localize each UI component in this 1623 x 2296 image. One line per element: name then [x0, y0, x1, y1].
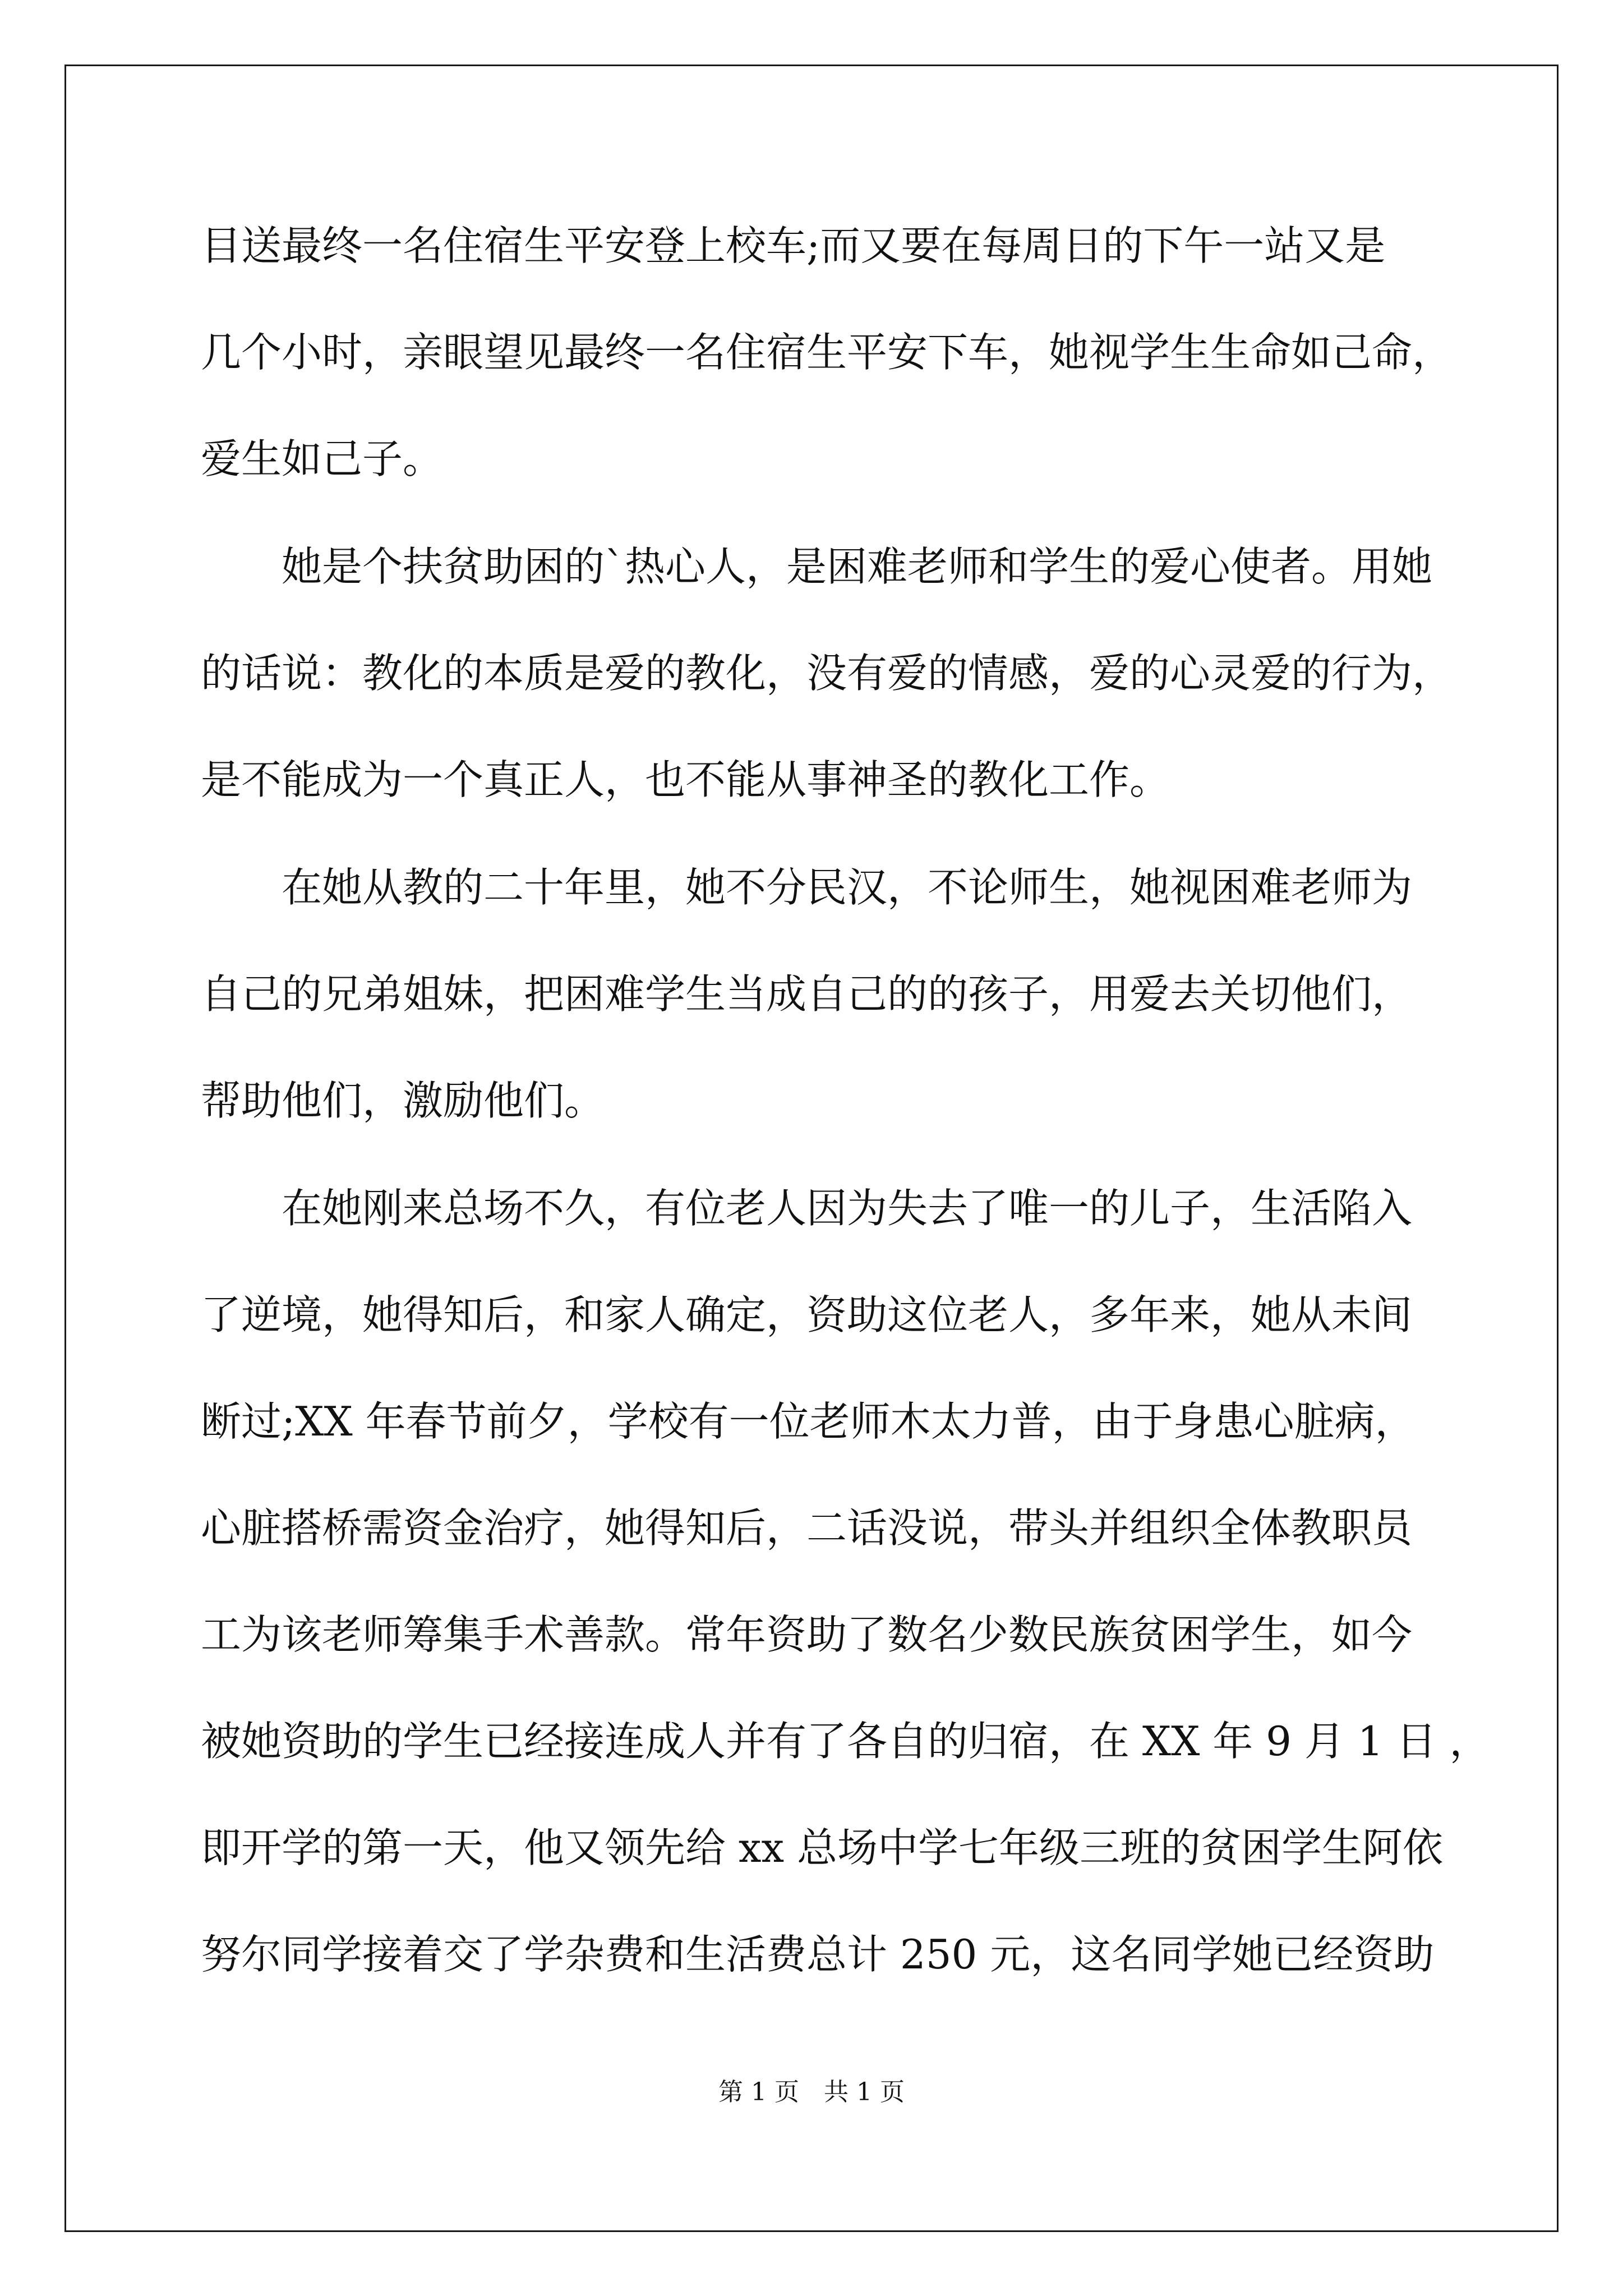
- page-border: [64, 65, 1559, 2232]
- body-line-14: 工为该老师筹集手术善款。常年资助了数名少数民族贫困学生，如今: [201, 1611, 1413, 1658]
- body-line-8: 自己的兄弟姐妹，把困难学生当成自己的的孩子，用爱去关切他们，: [201, 970, 1413, 1018]
- body-line-1: 目送最终一名住宿生平安登上校车;而又要在每周日的下午一站又是: [201, 222, 1386, 269]
- body-line-15: 被她资助的学生已经接连成人并有了各自的归宿，在 XX 年 9 月 1 日 ，: [201, 1718, 1490, 1765]
- body-line-7: 在她从教的二十年里，她不分民汉，不论师生，她视困难老师为: [282, 864, 1413, 911]
- body-line-6: 是不能成为一个真正人，也不能从事神圣的教化工作。: [201, 756, 1170, 803]
- body-line-13: 心脏搭桥需资金治疗，她得知后，二话没说，带头并组织全体教职员: [201, 1504, 1413, 1552]
- body-line-2: 几个小时，亲眼望见最终一名住宿生平安下车，她视学生生命如己命，: [201, 329, 1453, 376]
- body-line-16: 即开学的第一天，他又领先给 xx 总场中学七年级三班的贫困学生阿依: [201, 1824, 1443, 1871]
- page-number-footer: 第 1 页 共 1 页: [718, 2078, 905, 2106]
- body-line-11: 了逆境，她得知后，和家人确定，资助这位老人，多年来，她从未间: [201, 1291, 1413, 1338]
- body-line-4: 她是个扶贫助困的`热心人，是困难老师和学生的爱心使者。用她: [282, 543, 1433, 590]
- body-line-9: 帮助他们，激励他们。: [201, 1077, 605, 1124]
- body-line-12: 断过;XX 年春节前夕，学校有一位老师木太力普，由于身患心脏病，: [201, 1398, 1415, 1445]
- body-line-3: 爱生如己子。: [201, 435, 444, 482]
- body-line-17: 努尔同学接着交了学杂费和生活费总计 250 元，这名同学她已经资助: [201, 1931, 1435, 1978]
- body-line-5: 的话说：教化的本质是爱的教化，没有爱的情感，爱的心灵爱的行为，: [201, 650, 1453, 697]
- body-line-10: 在她刚来总场不久，有位老人因为失去了唯一的儿子，生活陷入: [282, 1185, 1413, 1232]
